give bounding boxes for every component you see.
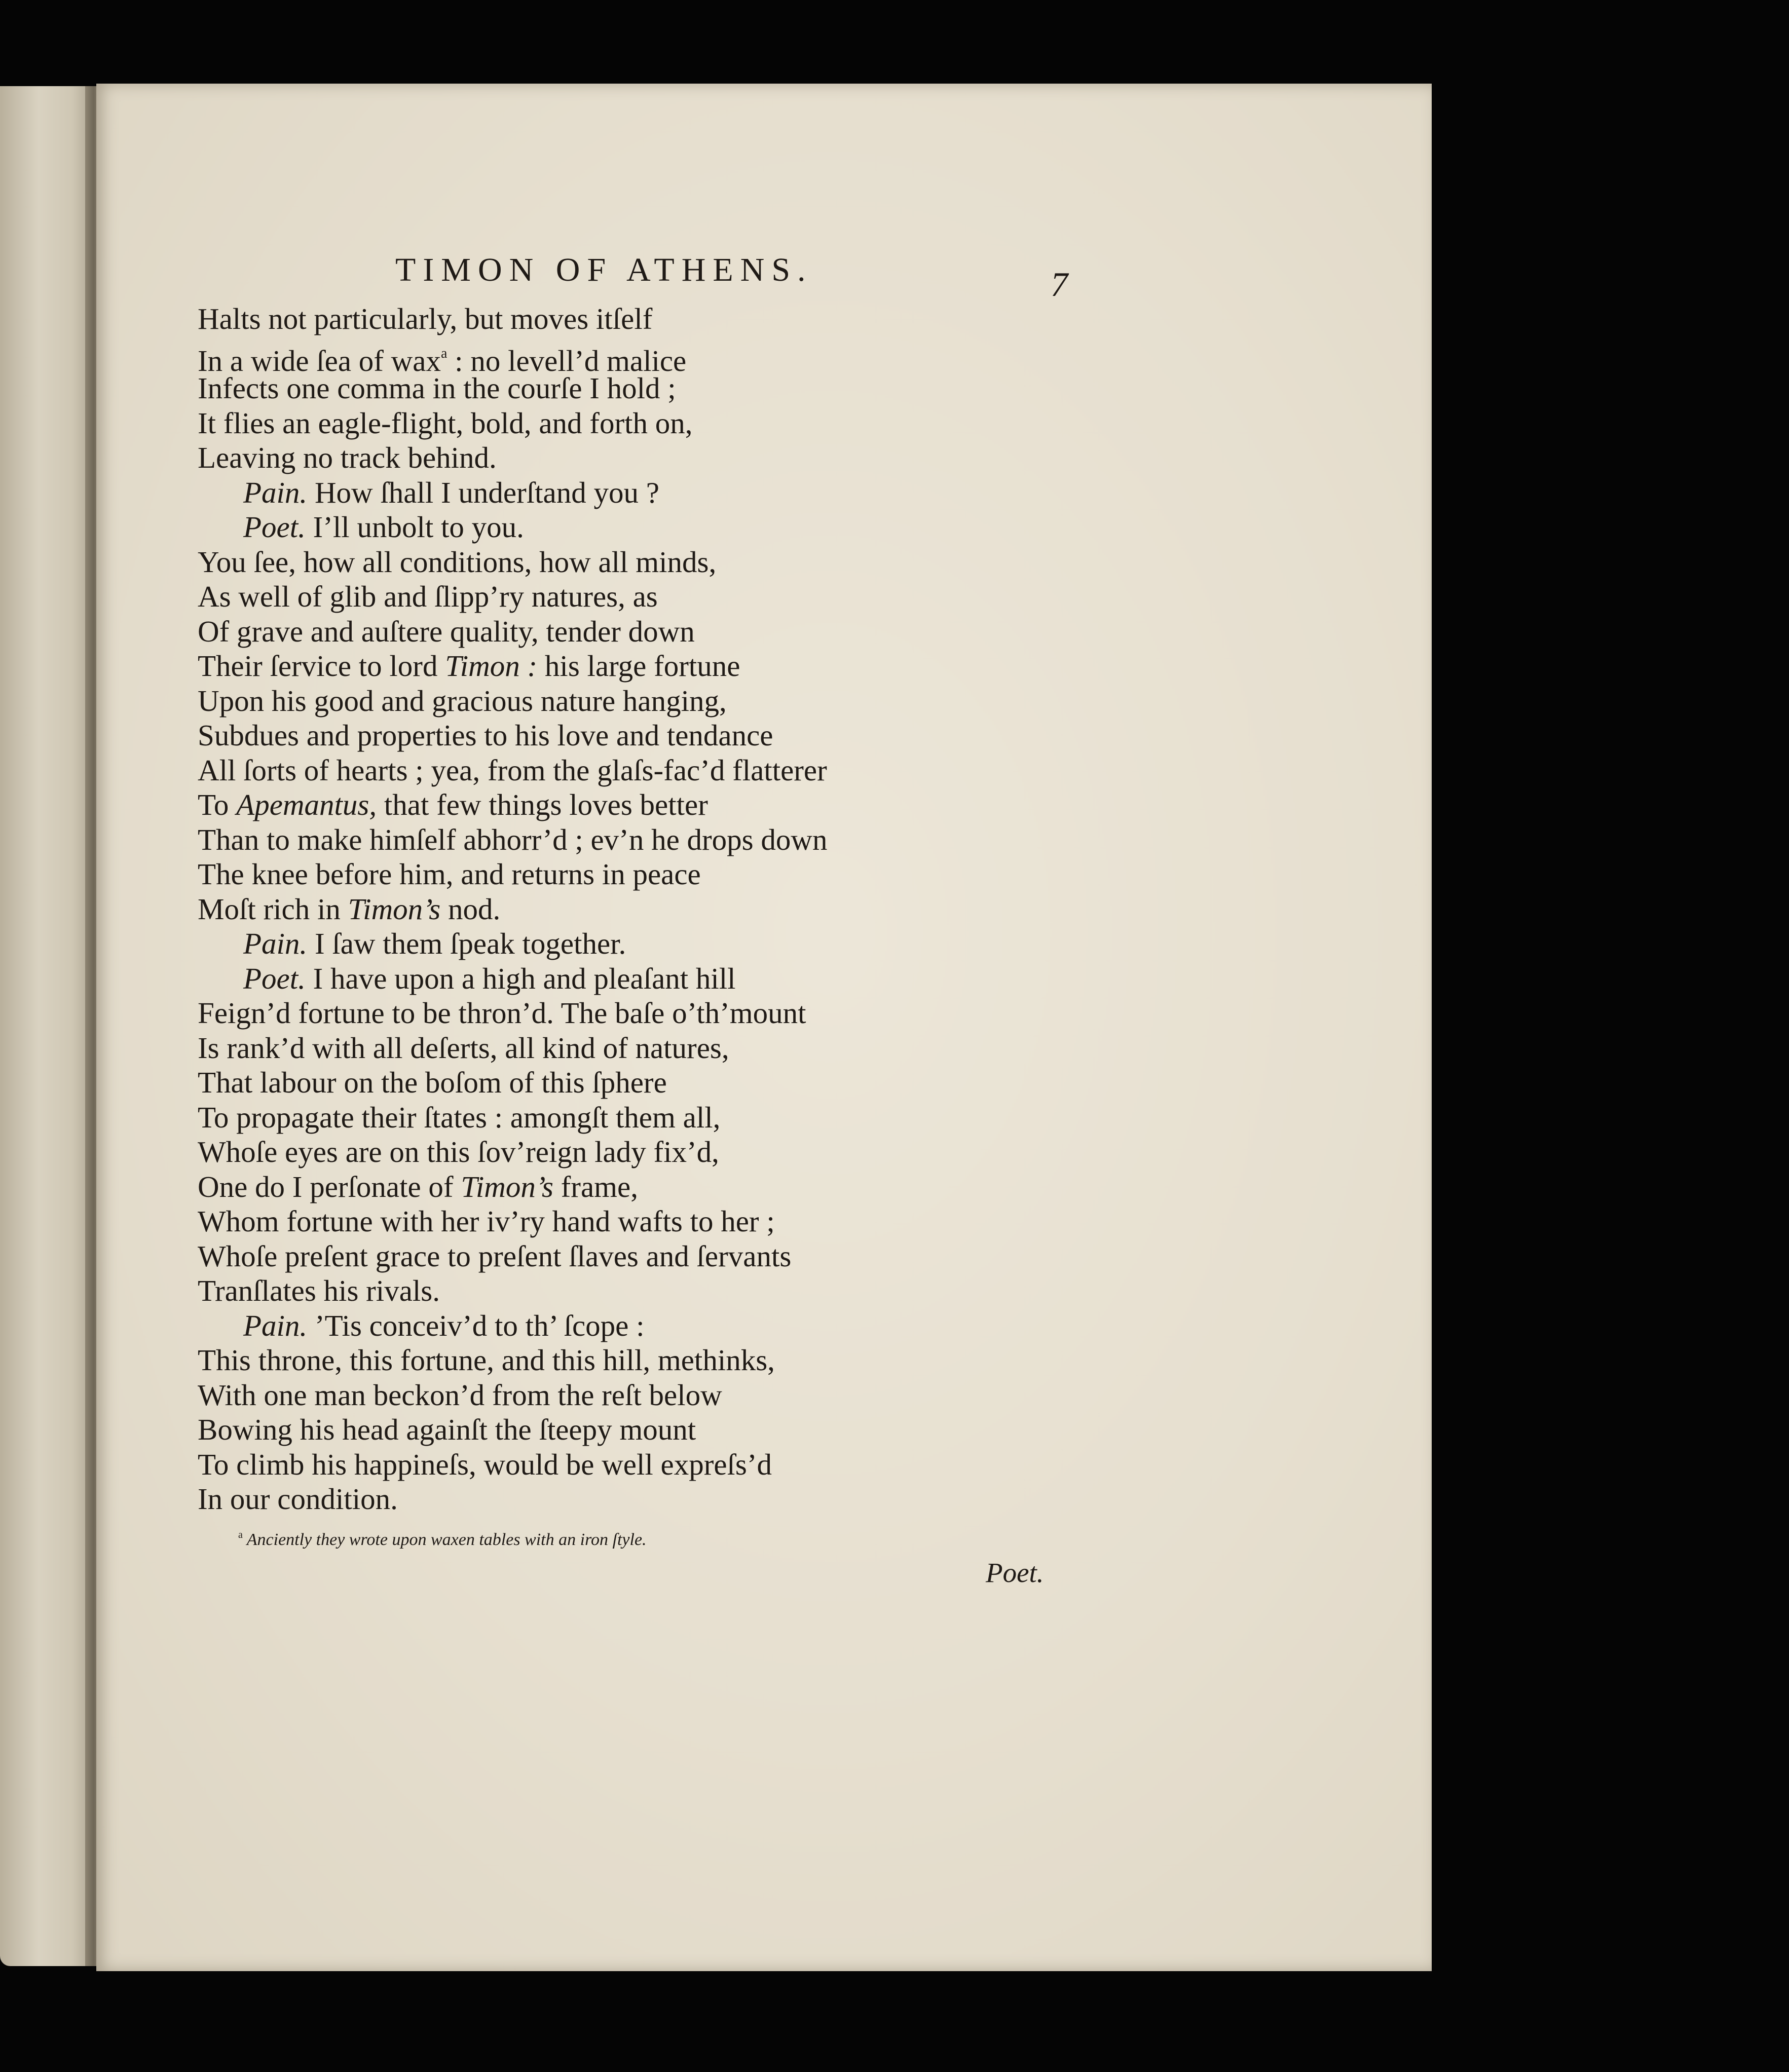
italic-name: Timon’s	[348, 892, 441, 926]
line-text: Whoſe eyes are on this ſov’reign lady fix’d,	[198, 1135, 719, 1169]
verse-line	[198, 1239, 1161, 1274]
line-text: In our condition.	[198, 1482, 398, 1516]
line-text: Tranſlates his rivals.	[198, 1274, 440, 1307]
verse-line	[198, 579, 1161, 614]
verse-line	[198, 336, 1161, 378]
line-text: Leaving no track behind.	[198, 441, 497, 474]
line-text: The knee before him, and returns in peace	[198, 857, 701, 891]
speech-line	[198, 1308, 1161, 1343]
line-text: One do I perſonate of	[198, 1170, 461, 1203]
line-text: I ſaw them ſpeak together.	[307, 927, 626, 960]
verse-line	[198, 649, 1161, 684]
verse-line	[198, 787, 1161, 822]
line-text: ’Tis conceiv’d to th’ ſcope :	[307, 1308, 645, 1342]
verse-line	[198, 753, 1161, 788]
line-text: Halts not particularly, but moves itſelf	[198, 302, 653, 335]
page-number: 7	[1051, 265, 1068, 304]
verse-text	[198, 302, 1161, 1517]
line-text: frame,	[553, 1170, 638, 1203]
line-text: Bowing his head againſt the ſteepy mount	[198, 1413, 696, 1446]
line-text: That labour on the boſom of this ſphere	[198, 1066, 667, 1099]
line-text: Than to make himſelf abhorr’d ; ev’n he drops down	[198, 822, 828, 856]
line-text: To propagate their ſtates : amongſt them all,	[198, 1100, 721, 1134]
verse-line	[198, 1135, 1161, 1170]
line-text: Infects one comma in the courſe I hold ;	[198, 371, 676, 405]
line-text: Subdues and properties to his love and tendance	[198, 719, 773, 752]
speech-line	[198, 961, 1161, 996]
verse-line	[198, 1412, 1161, 1447]
line-text: Their ſervice to lord	[198, 649, 445, 683]
speech-line	[198, 926, 1161, 961]
speaker-name: Pain.	[243, 475, 308, 509]
verse-line	[198, 892, 1161, 927]
verse-line	[198, 406, 1161, 441]
verse-line	[198, 1170, 1161, 1204]
line-text: nod.	[440, 892, 501, 926]
speech-line	[198, 475, 1161, 510]
speaker-name: Poet.	[243, 961, 306, 995]
italic-name: Apemantus,	[236, 788, 377, 821]
verse-line	[198, 1482, 1161, 1517]
line-text: Whom fortune with her iv’ry hand wafts to her ;	[198, 1204, 775, 1238]
verse-line	[198, 684, 1161, 719]
line-text: Feign’d fortune to be thron’d. The baſe o’th’mount	[198, 996, 806, 1030]
verse-line	[198, 614, 1161, 649]
verse-line	[198, 1273, 1161, 1308]
line-text: You ſee, how all conditions, how all minds,	[198, 545, 717, 579]
line-text: that few things loves better	[377, 788, 708, 821]
verse-line	[198, 1378, 1161, 1413]
running-head: TIMON OF ATHENS.	[395, 251, 813, 288]
verse-line	[198, 302, 1161, 336]
line-text: How ſhall I underſtand you ?	[307, 475, 659, 509]
line-text: To	[198, 788, 237, 821]
line-text: To climb his happineſs, would be well expreſs’d	[198, 1447, 772, 1481]
speech-line	[198, 510, 1161, 545]
line-text: Whoſe preſent grace to preſent ſlaves and ſervants	[198, 1239, 792, 1273]
verse-line	[198, 857, 1161, 892]
line-text: With one man beckon’d from the reſt below	[198, 1378, 722, 1412]
verse-line	[198, 996, 1161, 1031]
verse-line	[198, 440, 1161, 475]
line-text: It flies an eagle-flight, bold, and forth on,	[198, 406, 693, 440]
line-text: Upon his good and gracious nature hanging,	[198, 684, 727, 718]
footnote-text: Anciently they wrote upon waxen tables with an iron ſtyle.	[246, 1530, 647, 1549]
footnote	[238, 1529, 647, 1550]
verse-line	[198, 822, 1161, 857]
speaker-name: Poet.	[243, 510, 306, 544]
verse-line	[198, 718, 1161, 753]
facing-page-edge	[0, 86, 96, 1966]
footnote-mark: a	[440, 345, 448, 361]
speaker-name: Pain.	[243, 1308, 308, 1342]
italic-name: Timon’s	[461, 1170, 553, 1203]
line-text: I have upon a high and pleaſant hill	[305, 961, 736, 995]
verse-line	[198, 1204, 1161, 1239]
verse-line	[198, 1343, 1161, 1378]
line-text: : no levell’d malice	[447, 344, 687, 378]
line-text: his large fortune	[537, 649, 740, 683]
line-text: Is rank’d with all deſerts, all kind of natures,	[198, 1031, 729, 1065]
line-text: Moſt rich in	[198, 892, 348, 926]
speaker-name: Pain.	[243, 927, 308, 960]
catchword: Poet.	[986, 1557, 1044, 1588]
verse-line	[198, 1447, 1161, 1482]
line-text: This throne, this fortune, and this hill, methinks,	[198, 1343, 775, 1377]
verse-line	[198, 1031, 1161, 1066]
line-text: All ſorts of hearts ; yea, from the glaſs-fac’d flatterer	[198, 753, 827, 787]
line-text: In a wide ſea of wax	[198, 344, 441, 378]
italic-name: Timon :	[445, 649, 538, 683]
line-text: I’ll unbolt to you.	[305, 510, 524, 544]
footnote-mark: a	[238, 1529, 243, 1540]
line-text: Of grave and auſtere quality, tender down	[198, 614, 695, 648]
line-text: As well of glib and ſlipp’ry natures, as	[198, 580, 658, 613]
verse-line	[198, 1065, 1161, 1100]
verse-line	[198, 545, 1161, 580]
verse-line	[198, 1100, 1161, 1135]
